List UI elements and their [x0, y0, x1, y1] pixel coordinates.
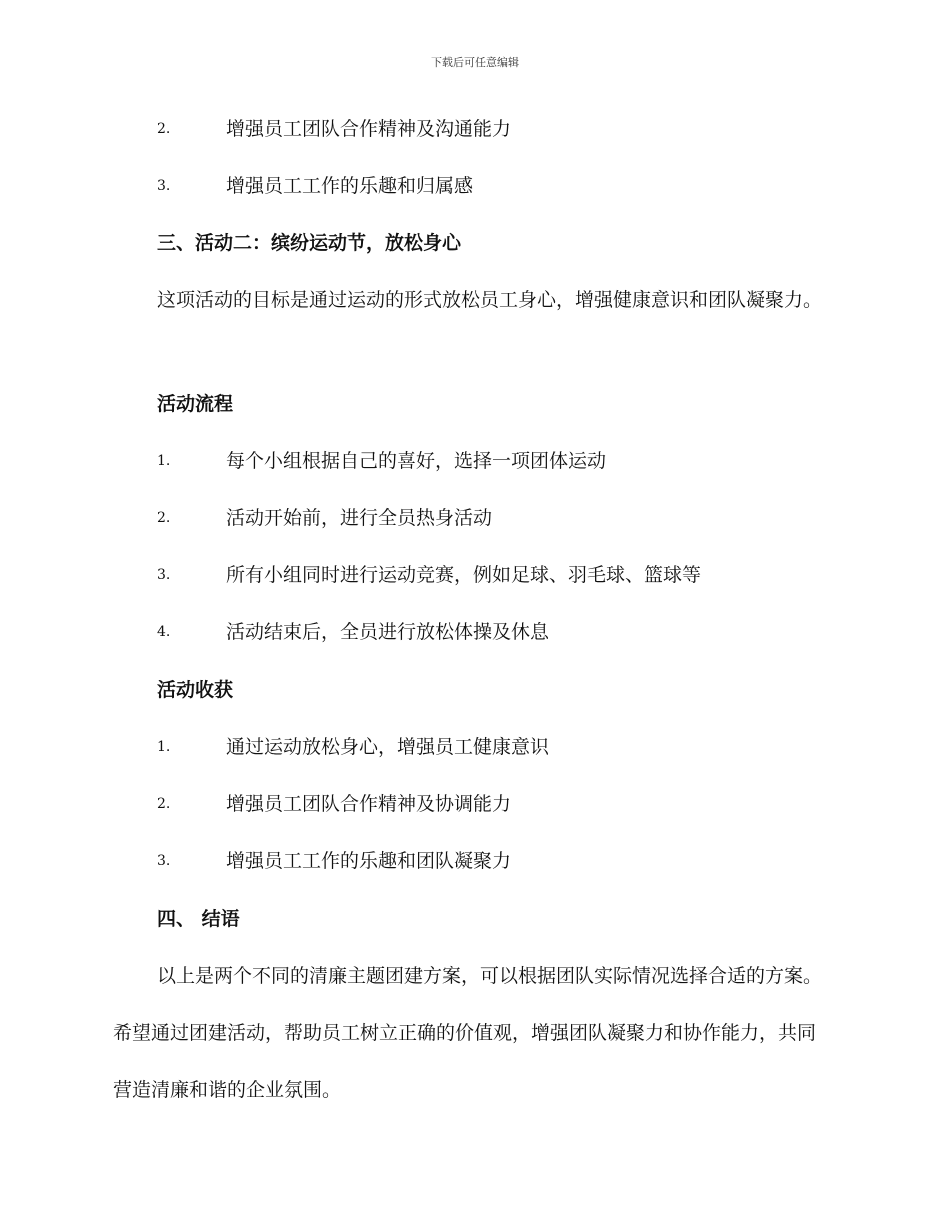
- list-number: 2.: [157, 121, 171, 137]
- list-number: 2.: [157, 510, 171, 526]
- list-text: 活动结束后，全员进行放松体操及休息: [226, 621, 550, 643]
- list-item: [0, 617, 950, 647]
- list-number: 2.: [157, 796, 171, 812]
- list-number: 1.: [157, 739, 171, 755]
- list-item: [0, 560, 950, 590]
- list-item: [0, 846, 950, 876]
- list-item: [0, 446, 950, 476]
- list-item: [0, 114, 950, 144]
- list-text: 增强员工工作的乐趣和归属感: [226, 175, 474, 197]
- list-item: [0, 503, 950, 533]
- section-intro-paragraph: 这项活动的目标是通过运动的形式放松员工身心，增强健康意识和团队凝聚力。: [157, 289, 823, 311]
- list-text: 每个小组根据自己的喜好，选择一项团体运动: [226, 450, 607, 472]
- section-heading: 四、 结语: [157, 908, 240, 930]
- section-heading: 三、活动二：缤纷运动节，放松身心: [157, 232, 462, 254]
- list-text: 通过运动放松身心，增强员工健康意识: [226, 736, 550, 758]
- list-text: 增强员工团队合作精神及沟通能力: [226, 118, 512, 140]
- list-number: 4.: [157, 624, 171, 640]
- list-text: 活动开始前，进行全员热身活动: [226, 507, 493, 529]
- list-text: 增强员工团队合作精神及协调能力: [226, 793, 512, 815]
- list-number: 3.: [157, 567, 171, 583]
- subsection-heading: 活动收获: [157, 679, 234, 701]
- list-text: 增强员工工作的乐趣和团队凝聚力: [226, 850, 512, 872]
- list-item: [0, 732, 950, 762]
- list-text: 所有小组同时进行运动竞赛，例如足球、羽毛球、篮球等: [226, 564, 702, 586]
- list-number: 1.: [157, 453, 171, 469]
- list-number: 3.: [157, 178, 171, 194]
- subsection-heading: 活动流程: [157, 393, 234, 415]
- list-number: 3.: [157, 853, 171, 869]
- conclusion-paragraph: 以上是两个不同的清廉主题团建方案，可以根据团队实际情况选择合适的方案。希望通过团建活动，帮助员工树立正确的价值观，增强团队凝聚力和协作能力，共同营造清廉和谐的企业氛围。: [113, 965, 823, 1101]
- list-item: [0, 171, 950, 201]
- list-item: [0, 789, 950, 819]
- page-header-note: 下载后可任意编辑: [431, 56, 519, 69]
